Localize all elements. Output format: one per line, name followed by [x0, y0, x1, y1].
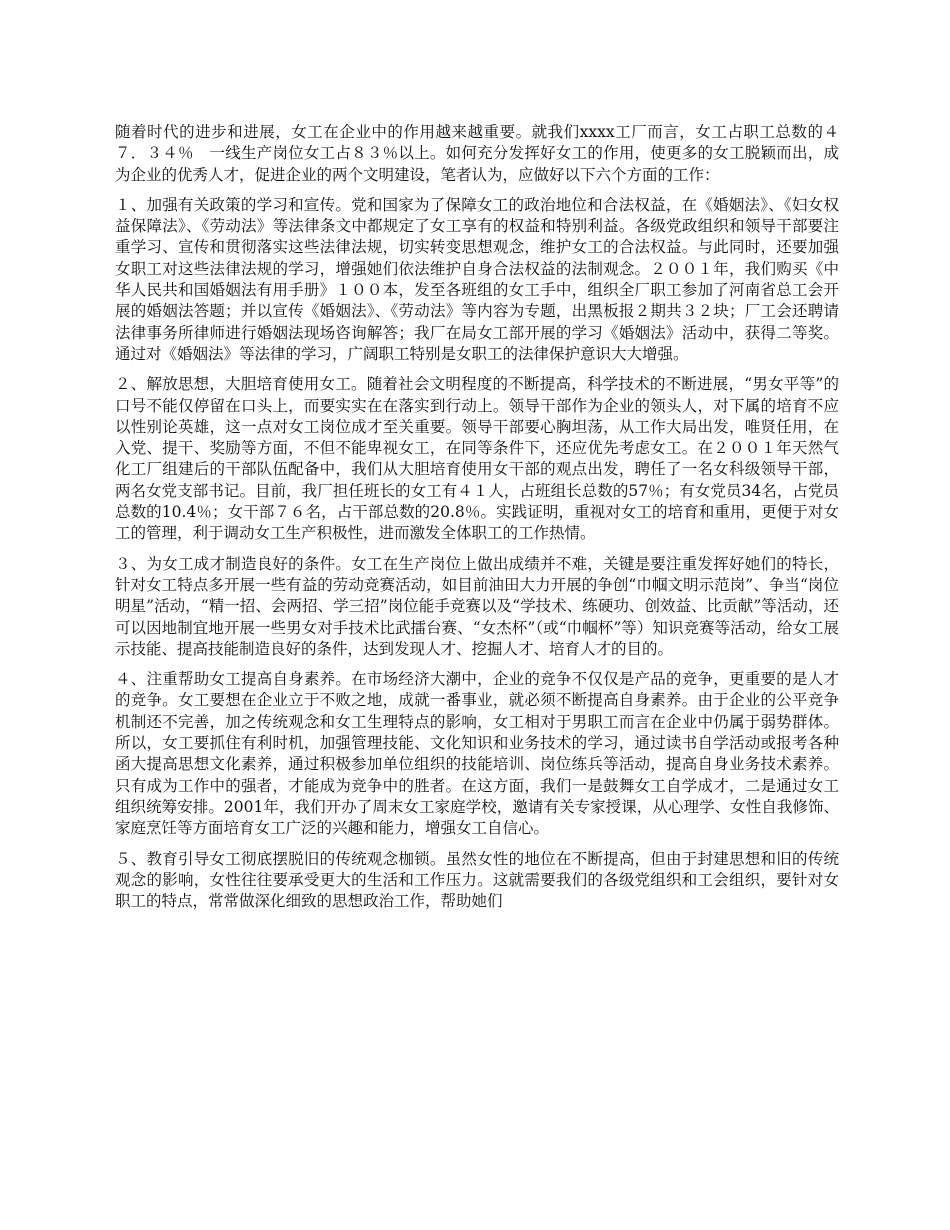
paragraph-4: ４、注重帮助女工提高自身素养。在市场经济大潮中，企业的竞争不仅仅是产品的竞争，更重要的是人才的竞争。女工要想在企业立于不败之地，成就一番事业，就必须不断提高自身素养。由于企业的公平竞争机制还不完善，加之传统观念和女工生理特点的影响，女工相对于男职工而言在企业中仍属于弱势群体。所以，女工要抓住有利时机，加强管理技能、文化知识和业务技术的学习，通过读书自学活动或报考各种函大提高思想文化素养，通过积极参加单位组织的技能培训、岗位练兵等活动，提高自身业务技术素养。只有成为工作中的强者，才能成为竞争中的胜者。在这方面，我们一是鼓舞女工自学成才，二是通过女工组织统筹安排。2001年，我们开办了周末女工家庭学校，邀请有关专家授课，从心理学、女性自我修饰、家庭烹饪等方面培育女工广泛的兴趣和能力，增强女工自信心。: [115, 670, 839, 838]
paragraph-2: ２、解放思想，大胆培育使用女工。随着社会文明程度的不断提高，科学技术的不断进展，“男女平等”的口号不能仅停留在口头上，而要实实在在落实到行动上。领导干部作为企业的领头人，对下属的培育不应以性别论英雄，这一点对女工岗位成才至关重要。领导干部要心胸坦荡，从工作大局出发，唯贤任用，在入党、提干、奖励等方面，不但不能卑视女工，在同等条件下，还应优先考虑女工。在２００１年天然气化工厂组建后的干部队伍配备中，我们从大胆培育使用女干部的观点出发，聘任了一名女科级领导干部，两名女党支部书记。目前，我厂担任班长的女工有４１人，占班组长总数的57％；有女党员34名，占党员总数的10.4％；女干部７６名，占干部总数的20.8％。实践证明，重视对女工的培育和重用，更便于对女工的管理，利于调动女工生产积极性，进而激发全体职工的工作热情。: [115, 375, 839, 543]
paragraph-1: １、加强有关政策的学习和宣传。党和国家为了保障女工的政治地位和合法权益，在《婚姻法》、《妇女权益保障法》、《劳动法》等法律条文中都规定了女工享有的权益和特别利益。各级党政组织和领导干部要注重学习、宣传和贯彻落实这些法律法规，切实转变思想观念，维护女工的合法权益。与此同时，还要加强女职工对这些法律法规的学习，增强她们依法维护自身合法权益的法制观念。２００１年，我们购买《中华人民共和国婚姻法有用手册》１００本，发至各班组的女工手中，组织全厂职工参加了河南省总工会开展的婚姻法答题；并以宣传《婚姻法》、《劳动法》等内容为专题，出黑板报２期共３２块；厂工会还聘请法律事务所律师进行婚姻法现场咨询解答；我厂在局女工部开展的学习《婚姻法》活动中，获得二等奖。通过对《婚姻法》等法律的学习，广阔职工特别是女职工的法律保护意识大大增强。: [115, 195, 839, 363]
document-body: [115, 122, 839, 921]
paragraph-3: ３、为女工成才制造良好的条件。女工在生产岗位上做出成绩并不难，关键是要注重发挥好她们的特长，针对女工特点多开展一些有益的劳动竞赛活动，如目前油田大力开展的争创“巾帼文明示范岗”、争当“岗位明星”活动，“精一招、会两招、学三招”岗位能手竞赛以及“学技术、练硬功、创效益、比贡献”等活动，还可以因地制宜地开展一些男女对手技术比武擂台赛、“女杰杯”（或“巾帼杯”等）知识竞赛等活动，给女工展示技能、提高技能制造良好的条件，达到发现人才、挖掘人才、培育人才的目的。: [115, 554, 839, 658]
paragraph-intro: 随着时代的进步和进展，女工在企业中的作用越来越重要。就我们xxxx工厂而言，女工占职工总数的４７．３４％ 一线生产岗位女工占８３％以上。如何充分发挥好女工的作用，使更多的女工脱颖而出，成为企业的优秀人才，促进企业的两个文明建设，笔者认为，应做好以下六个方面的工作：: [115, 123, 839, 184]
paragraph-5: ５、教育引导女工彻底摆脱旧的传统观念枷锁。虽然女性的地位在不断提高，但由于封建思想和旧的传统观念的影响，女性往往要承受更大的生活和工作压力。这就需要我们的各级党组织和工会组织，要针对女职工的特点，常常做深化细致的思想政治工作，帮助她们: [115, 849, 839, 911]
